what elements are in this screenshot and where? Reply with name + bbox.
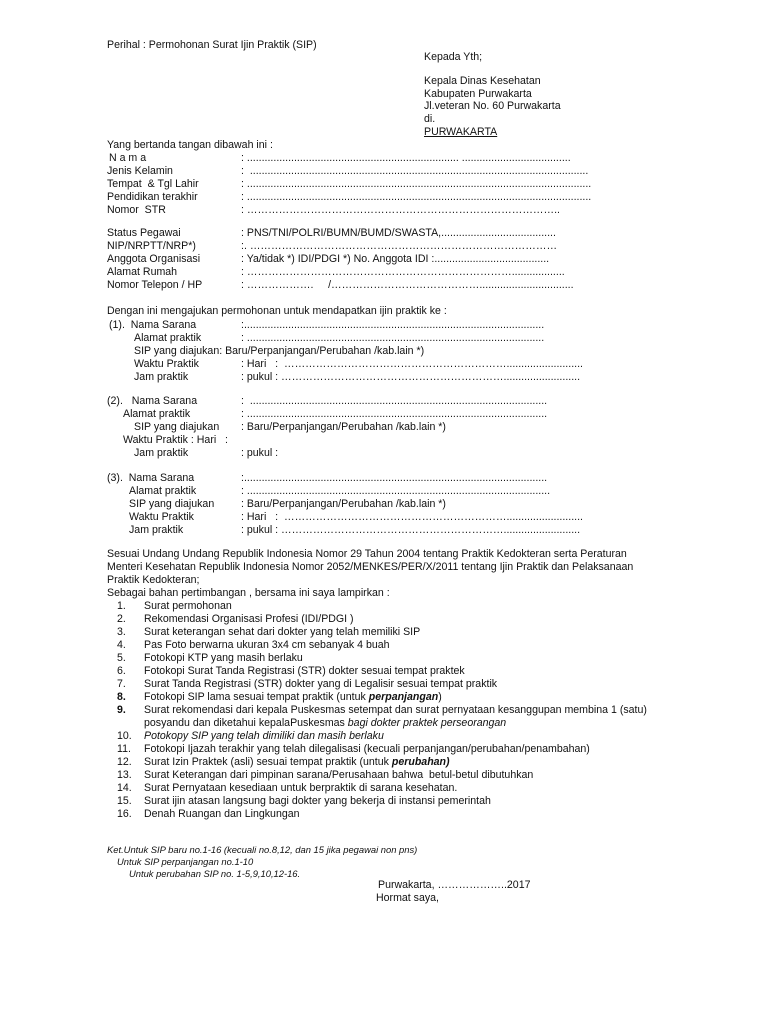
attachment-text: Surat ijin atasan langsung bagi dokter yang bekerja di instansi pemerintah [144, 795, 491, 807]
attachment-text: Pas Foto berwarna ukuran 3x4 cm sebanyak 4 buah [144, 639, 390, 651]
attachment-number: 14. [117, 782, 132, 794]
place-value: : Hari : ……………………………………………………….......................... [241, 511, 583, 523]
addressee-line: Kepada Yth; [424, 51, 483, 63]
place-value: :....................................................................................................... [241, 472, 548, 484]
field-value: : ..................................................................................................................... [241, 191, 592, 203]
law-paragraph-line: Sesuai Undang Undang Republik Indonesia Nomor 29 Tahun 2004 tentang Praktik Kedokteran serta Peraturan [107, 548, 627, 560]
field-label: NIP/NRPTT/NRP*) [107, 240, 196, 252]
attachment-number: 1. [117, 600, 126, 612]
place-label: (3). Nama Sarana [107, 472, 195, 484]
attachment-number: 10. [117, 730, 132, 742]
attachment-number: 13. [117, 769, 132, 781]
attachment-text: Fotokopi KTP yang masih berlaku [144, 652, 303, 664]
field-value: : PNS/TNI/POLRI/BUMN/BUMD/SWASTA,....................................... [241, 227, 556, 239]
attachment-text: Fotokopi SIP lama sesuai tempat praktik (untuk perpanjangan) [144, 691, 442, 703]
field-label: Anggota Organisasi [107, 253, 201, 265]
attachments-intro: Sebagai bahan pertimbangan , bersama ini saya lampirkan : [107, 587, 390, 599]
field-label: Jenis Kelamin [107, 165, 173, 177]
attachment-text: Denah Ruangan dan Lingkungan [144, 808, 300, 820]
attachment-number: 7. [117, 678, 126, 690]
field-value: : ………………. /……………………………………................................ [241, 279, 574, 291]
attachment-number: 11. [117, 743, 131, 755]
attachment-number: 12. [117, 756, 132, 768]
addressee-line: Kabupaten Purwakarta [424, 88, 532, 100]
attachment-number: 6. [117, 665, 126, 677]
place-label: Alamat praktik [134, 332, 202, 344]
field-label: Nomor Telepon / HP [107, 279, 203, 291]
field-value: : ........................................................................ ..................................... [241, 152, 571, 164]
place-label: (2). Nama Sarana [107, 395, 198, 407]
field-label: Pendidikan terakhir [107, 191, 198, 203]
law-paragraph-line: Praktik Kedokteran; [107, 574, 200, 586]
field-value: : ..................................................................................................................... [241, 178, 592, 190]
place-label: Jam praktik [134, 447, 189, 459]
request-intro: Dengan ini mengajukan permohonan untuk mendapatkan ijin praktik ke : [107, 305, 447, 317]
addressee-line: Kepala Dinas Kesehatan [424, 75, 541, 87]
field-label: Alamat Rumah [107, 266, 178, 278]
intro-text: Yang bertanda tangan dibawah ini : [107, 139, 273, 151]
attachment-text: Surat Pernyataan kesediaan untuk berpraktik di sarana kesehatan. [144, 782, 458, 794]
attachment-number: 5. [117, 652, 126, 664]
field-label: N a m a [109, 152, 147, 164]
attachment-text: Surat Tanda Registrasi (STR) dokter yang di Legalisir sesuai tempat praktik [144, 678, 498, 690]
field-value: : Ya/tidak *) IDI/PDGI *) No. Anggota IDI :....................................... [241, 253, 550, 265]
field-label: Nomor STR [107, 204, 166, 216]
place-label: Waktu Praktik [134, 358, 199, 370]
place-value: : ..................................................................................................... [241, 395, 548, 407]
place-label: SIP yang diajukan: Baru/Perpanjangan/Perubahan /kab.lain *) [134, 345, 425, 357]
attachment-text: Surat permohonan [144, 600, 232, 612]
place-label: SIP yang diajukan [134, 421, 220, 433]
place-value: : Baru/Perpanjangan/Perubahan /kab.lain *) [241, 498, 446, 510]
attachment-number: 4. [117, 639, 126, 651]
attachment-number: 3. [117, 626, 126, 638]
attachment-text: posyandu dan diketahui kepalaPuskesmas bagi dokter praktek perseorangan [144, 717, 507, 729]
attachment-text: Fotokopi Ijazah terakhir yang telah dilegalisasi (kecuali perpanjangan/perubahan/penambahan) [144, 743, 590, 755]
attachment-text: Surat keterangan sehat dari dokter yang telah memiliki SIP [144, 626, 421, 638]
law-paragraph-line: Menteri Kesehatan Republik Indonesia Nomor 2052/MENKES/PER/X/2011 tentang Ijin Praktik dan Pelaksanaan [107, 561, 634, 573]
attachment-text: Fotokopi Surat Tanda Registrasi (STR) dokter sesuai tempat praktek [144, 665, 465, 677]
field-label: Status Pegawai [107, 227, 181, 239]
place-label: Jam praktik [129, 524, 184, 536]
attachment-text: Surat Keterangan dari pimpinan sarana/Perusahaan bahwa betul-betul dibutuhkan [144, 769, 534, 781]
place-label: Waktu Praktik [129, 511, 194, 523]
place-value: : ...................................................................................................... [241, 408, 548, 420]
attachment-text: Surat rekomendasi dari kepala Puskesmas setempat dan surat pernyataan kesanggupan membina 1 (satu) [144, 704, 647, 716]
attachment-number: 15. [117, 795, 132, 807]
attachment-number: 8. [117, 691, 126, 703]
field-value: : …………………………………………………………………………….. [241, 204, 560, 216]
closing-regards: Hormat saya, [376, 892, 439, 904]
attachment-text: Surat Izin Praktek (asli) sesuai tempat praktik (untuk perubahan) [144, 756, 450, 768]
addressee-line: di. [424, 113, 436, 125]
field-label: Tempat & Tgl Lahir [107, 178, 199, 190]
place-value: : pukul : [241, 447, 279, 459]
note-line: Untuk perubahan SIP no. 1-5,9,10,12-16. [129, 868, 301, 879]
note-line: Untuk SIP perpanjangan no.1-10 [117, 856, 254, 867]
attachment-number: 16. [117, 808, 132, 820]
field-value: : ………………………………………………………………….................. [241, 266, 565, 278]
addressee-line: Jl.veteran No. 60 Purwakarta [424, 100, 561, 112]
place-label: Alamat praktik [123, 408, 191, 420]
note-line: Ket.Untuk SIP baru no.1-16 (kecuali no.8,12, dan 15 jika pegawai non pns) [107, 844, 418, 855]
place-label: Waktu Praktik : Hari : [123, 434, 228, 446]
place-label: SIP yang diajukan [129, 498, 215, 510]
attachment-number: 2. [117, 613, 126, 625]
field-value: : ................................................................................................................... [241, 165, 589, 177]
closing-place-date: Purwakarta, ………………..2017 [378, 879, 531, 891]
place-label: Alamat praktik [129, 485, 197, 497]
place-value: : ..................................................................................................... [241, 332, 545, 344]
place-value: : pukul : ……………………………………………………….......................... [241, 524, 581, 536]
attachment-text: Rekomendasi Organisasi Profesi (IDI/PDGI ) [144, 613, 354, 625]
place-value: : Baru/Perpanjangan/Perubahan /kab.lain *) [241, 421, 446, 433]
place-label: Jam praktik [134, 371, 189, 383]
attachment-number: 9. [117, 704, 126, 716]
place-value: : Hari : ……………………………………………………….......................... [241, 358, 583, 370]
place-value: :...................................................................................................... [241, 319, 545, 331]
place-value: : ....................................................................................................... [241, 485, 551, 497]
subject-line: Perihal : Permohonan Surat Ijin Praktik (SIP) [107, 39, 317, 51]
place-value: : pukul : ……………………………………………………….......................... [241, 371, 581, 383]
attachment-text: Potokopy SIP yang telah dimiliki dan masih berlaku [144, 730, 384, 742]
field-value: :. …………………………………………………………………………… [241, 240, 558, 252]
place-label: (1). Nama Sarana [109, 319, 197, 331]
addressee-city: PURWAKARTA [424, 126, 498, 138]
